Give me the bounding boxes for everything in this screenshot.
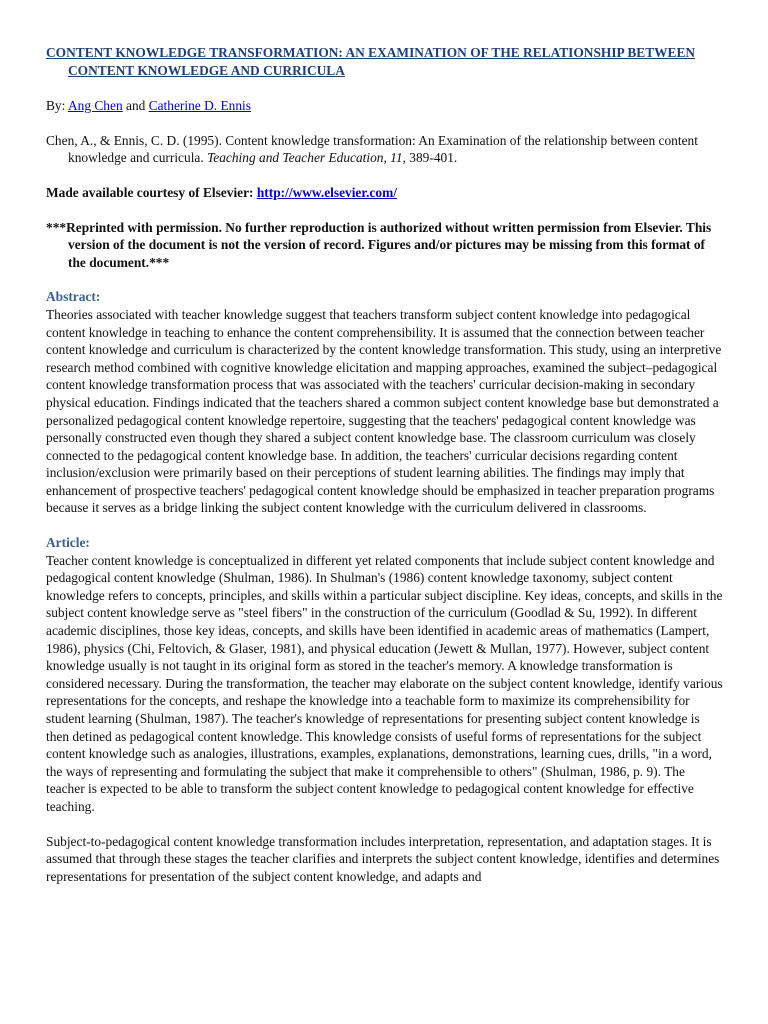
abstract-heading: Abstract: xyxy=(46,289,101,305)
article-paragraph-1: Teacher content knowledge is conceptualized in different yet related components that include subject content knowledge and pedagogical content knowledge (Shulman, 1986). In Shulman's (1986) content knowledge taxonomy, subject content knowledge refers to concepts, principles, and skills within a particular subject discipline. Key ideas, concepts, and skills in the subject content knowledge serve as "steel fibers" in the construction of the curriculum (Goodlad & Su, 1992). In different academic disciplines, those key ideas, concepts, and skills have been identified in academic areas of mathematics (Lampert, 1986), physics (Chi, Feltovich, & Glaser, 1981), and physical education (Jewett & Mullan, 1977). However, subject content knowledge usually is not taught in its original form as stored in the teacher's memory. A knowledge transformation is considered necessary. During the transformation, the teacher may elaborate on the subject content knowledge, identify various representations for the concepts, and reshape the knowledge into a teachable form to maximize its comprehensibility for student learning (Shulman, 1987). The teacher's knowledge of representations for presenting subject content knowledge is then detined as pedagogical content knowledge. This knowledge consists of useful forms of representations for the subject content knowledge such as analogies, illustrations, examples, explanations, demonstrations, learning cues, drills, "in a word, the ways of representing and formulating the subject that make it comprehensible to others" (Shulman, 1986, p. 9). The teacher is expected to be able to transform the subject content knowledge to pedagogical content knowledge for effective teaching. xyxy=(46,552,723,814)
courtesy-line xyxy=(46,184,724,202)
article-heading: Article: xyxy=(46,535,90,551)
author-link-ang-chen[interactable]: Ang Chen xyxy=(67,98,123,114)
citation xyxy=(46,132,724,167)
byline-and: and xyxy=(122,98,149,114)
article-paragraph-2: Subject-to-pedagogical content knowledge transformation includes interpretation, representation, and adaptation stages. It is assumed that through these stages the teacher clarifies and interprets the subject content knowledge, identifies and determines representations for presentation of the subject content knowledge, and adapts and xyxy=(46,833,720,884)
abstract-text: Theories associated with teacher knowledge suggest that teachers transform subject content knowledge into pedagogical content knowledge in teaching to enhance the content comprehensibility. It is assumed that the connection between teacher content knowledge and curriculum is characterized by the content knowledge transformation. This study, using an interpretive research method combined with cognitive knowledge elicitation and mapping approaches, examined the subject–pedagogical content knowledge transformation process that was associated with the teachers' curricular decision-making in secondary physical education. Findings indicated that the teachers shared a common subject content knowledge base but demonstrated a personalized pedagogical content knowledge repertoire, suggesting that the teachers' pedagogical content knowledge was personally constructed even though they shared a subject content knowledge base. The classroom curriculum was closely connected to the pedagogical content knowledge base. In addition, the teachers' curricular decisions regarding content inclusion/exclusion were primarily based on their perceptions of student learning abilities. The findings may imply that enhancement of prospective teachers' pedagogical content knowledge should be emphasized in teacher preparation programs because it serves as a bridge linking the subject content knowledge with the curriculum delivered in classrooms. xyxy=(46,306,722,516)
byline xyxy=(46,97,724,115)
byline-prefix: By: xyxy=(46,98,68,114)
citation-pages: , 389-401. xyxy=(402,150,458,166)
citation-text: Chen, A., & Ennis, C. D. (1995). Content knowledge transformation: An Examination of the relationship between content knowledge and curricula. xyxy=(46,132,698,166)
courtesy-label: Made available courtesy of Elsevier: xyxy=(46,184,257,200)
document-page xyxy=(46,44,724,885)
elsevier-link[interactable]: http://www.elsevier.com/ xyxy=(256,184,397,200)
citation-journal: Teaching and Teacher Education, 11 xyxy=(207,150,403,166)
reprint-notice: ***Reprinted with permission. No further reproduction is authorized without written permission from Elsevier. This version of the document is not the version of record. Figures and/or pictures may be missing from this format of the document.*** xyxy=(46,219,712,270)
document-title: CONTENT KNOWLEDGE TRANSFORMATION: AN EXAMINATION OF THE RELATIONSHIP BETWEEN CONTENT KNOWLEDGE AND CURRICULA xyxy=(46,45,696,78)
author-link-catherine-ennis[interactable]: Catherine D. Ennis xyxy=(148,98,251,114)
